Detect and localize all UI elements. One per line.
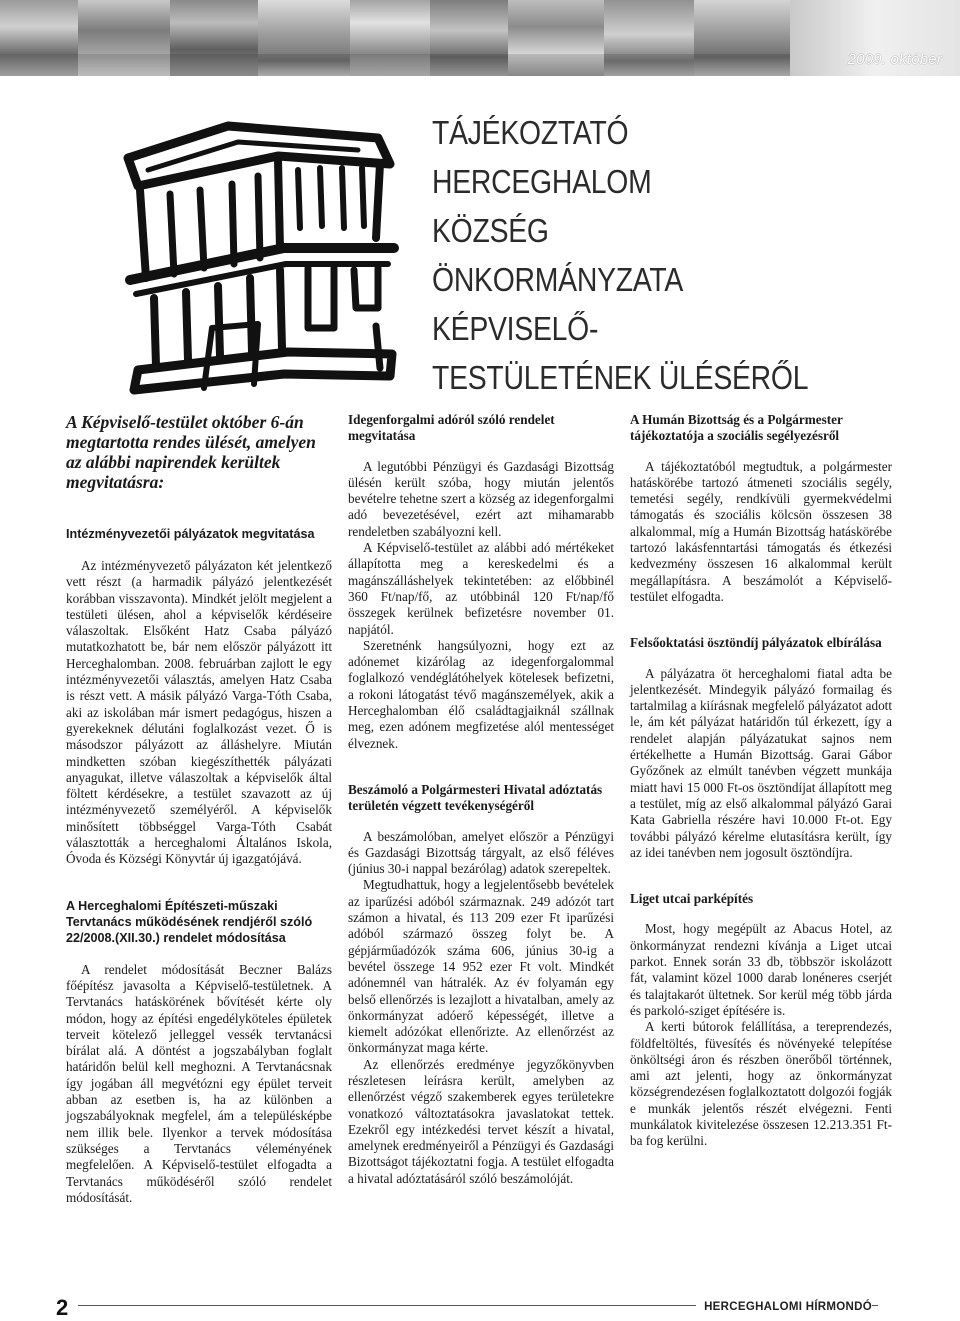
section-heading-tourist-tax: Idegenforgalmi adóról szóló rendelet megvitatása (348, 412, 555, 444)
article-column-3 (630, 412, 892, 1150)
title-line: HERCEGHALOM (432, 163, 652, 200)
section-heading-design-council: A Herceghalomi Építészeti-műszaki Tervtanács működésének rendjéről szóló 22/2008.(XII.30.) rendelet módosítása (66, 898, 313, 945)
section-heading-tax-report: Beszámoló a Polgármesteri Hivatal adóztatás területén végzett tevékenységéről (348, 781, 603, 814)
page-title (432, 108, 932, 402)
park-photo (350, 0, 430, 76)
paragraph: A pályázatra öt herceghalomi fiatal adta be jelentkezését. Mindegyik pályázó formailag és tartalmilag a kiírásnak megfelelő pályázatot adott le, ám két pályázat határidőn túl érkezett, így a rendelet alapján pályázatukat sajnos nem értékelhette a Humán Bizottság. Garai Gábor Győzőnek az elmúlt tanévben végzett munkája miatt havi 15 000 Ft-os ösztöndíjat állapított meg a testület, míg az első alkalommal pályázó Garai Kata Gabriella részére havi 10.000 Ft-ot. Egy további pályázó kérelme elutasításra került, így az idei tanévben nem jogosult ösztöndíjra. (630, 665, 892, 860)
paragraph: A rendelet módosítását Beczner Balázs főépítész javasolta a Képviselő-testületnek. A Tervtanács hatáskörének bővítését kérte oly módon, hogy az építési engedélyköteles épületek terveit kötelező jelleggel vessék tervtanácsi bírálat alá. A döntést a jogszabályban foglalt határidőn belül kell meghozni. A Tervtanácsnak így jogában áll megvétózni egy épület terveit abban az esetben is, ha az különben a jogszabályoknak megfelel, ám a településképbe nem illik bele. Ilyenkor a tervek módosítása szükséges a Tervtanács véleményének megfelelően. A Képviselő-testület elfogadta a Tervtanács működéséről szóló rendelet módosítását. (66, 961, 332, 1205)
town-hall-sketch-icon (108, 98, 408, 398)
paragraph: A beszámolóban, amelyet először a Pénzügyi és Gazdasági Bizottság tárgyalt, az első féléves (június 30-i nappal bezárólag) adatok szerepeltek. (348, 828, 614, 877)
villa-photo (258, 0, 350, 76)
header-photo-strip (0, 0, 960, 76)
title-line: TÁJÉKOZTATÓ (432, 114, 629, 151)
paragraph: A legutóbbi Pénzügyi és Gazdasági Bizottság ülésén került szóba, hogy miután jelentős bevételre tehetne szert a község az idegenforgalmi adó bevezetésével, ezért azt mihamarabb rendeletben szabályozni kell. (348, 458, 614, 539)
title-line: ÖNKORMÁNYZATA (432, 261, 684, 298)
article-column-2 (348, 412, 614, 1187)
section-heading-social-aid: A Humán Bizottság és a Polgármester tájékoztatója a szociális segélyezésről (630, 412, 843, 444)
issue-date: 2009. október (847, 51, 942, 68)
title-line: TESTÜLETÉNEK ÜLÉSÉRŐL (432, 359, 809, 396)
paragraph: A kerti bútorok felállítása, a tereprendezés, földfeltöltés, füvesítés és növényeké telepítése önköltségi áron és részben önerőből történnek, ami azt jelenti, hogy az önkormányzat községrendezésen foglalkoztatott dolgozói fogják e munkák jelentős részét elvégezni. Fenti munkálatok kivitelezése összesen 12.213.351 Ft-ba fog kerülni. (630, 1019, 892, 1149)
paragraph: Megtudhattuk, hogy a legjelentősebb bevételek az iparűzési adóból származnak. 249 adózót tart számon a hivatal, és 113 209 ezer Ft iparűzési adóból származó összeg folyt be. A gépjárműadózók száma 606, június 30-ig a bevétel összege 14 952 ezer Ft volt. Mindkét adónemnél van hátralék. Az év folyamán egy belső ellenőrzés is lezajlott a hivatalban, amely az önkormányzat adóerő képességét, illetve a kiemelt adózókat ellenőrizte. Az ellenőrzést az önkormányzat maga kérte. (348, 877, 614, 1056)
paragraph: A tájékoztatóból megtudtuk, a polgármester hatáskörébe tartozó átmeneti szociális segély, temetési segély, rendkívüli gyermekvédelmi támogatás és szociális kölcsön összesen 38 alkalommal, míg a Humán Bizottság hatáskörébe tartozó lakásfenntartási támogatás és étkezési kedvezmény összesen 16 alkalommal került megállapításra. A beszámolót a Képviselő-testület elfogadta. (630, 458, 892, 604)
title-line: KÉPVISELŐ- (432, 310, 599, 347)
intro-text: A Képviselő-testület október 6-án megtartotta rendes ülését, amelyen az alábbi napirendek kerültek megvitatásra: (66, 412, 316, 492)
street-photo-1 (0, 0, 78, 76)
paragraph: Az intézményvezető pályázaton két jelentkező vett részt (a harmadik pályázó jelentkezését korábban visszavonta). Mindkét jelölt megjelent a testületi ülésen, ahol a képviselők kérdéseire válaszoltak. Elsőként Hatz Csaba pályázó mutatkozhatott be, bár nem először pályázott itt Herceghalomban. 2008. februárban zajlott le egy intézményvezetői választás, amelyen Hatz Csaba is részt vett. A másik pályázó Varga-Tóth Csaba, aki az iskolában már ismert pedagógus, hiszen a gyerekeknek délutáni foglalkozást vezet. Ő is másodszor pályázott az álláshelyre. Miután mindketten szóban kiegészíthették pályázati anyagukat, illetve válaszoltak a képviselők által föltett kérdésekre, a testület szavazott az új intézményvezető személyéről. A képviselők minősített többséggel Varga-Tóth Csabát választották a herceghalomi Általános Iskola, Óvoda és Községi Könyvtár új igazgatójává. (66, 558, 332, 867)
title-line: KÖZSÉG (432, 212, 549, 249)
building-photo (170, 0, 258, 76)
paragraph: A Képviselő-testület az alábbi adó mértékeket állapította meg a kereskedelmi és a magánszálláshelyek tekintetében: az előbbinél 360 Ft/nap/fő, az utóbbinál 120 Ft/nap/fő összegek kerülnek befizetésre november 01. napjától. (348, 540, 614, 637)
paragraph: Az ellenőrzés eredménye jegyzőkönyvben részletesen leírásra került, amelyben az ellenőrzést végző szakemberek egyes területekre vonatkozó változtatásokra javaslatokat tettek. Ezekről egy intézkedési tervet készít a hivatal, amelynek eredményeiről a Pénzügyi és Gazdasági Bizottságot tájékoztatni fogja. A testület elfogadta a hivatal adóztatásáról szóló beszámolóját. (348, 1056, 614, 1186)
page-number: 2 (56, 1295, 69, 1320)
publication-name: HERCEGHALOMI HÍRMONDÓ (696, 1301, 872, 1313)
paragraph: Most, hogy megépült az Abacus Hotel, az önkormányzat rendezni kívánja a Liget utcai parkot. Ennek során 33 db, többször iskolázott fát, valamint közel 1000 darab lonéneres cserjét és talajtakarót ültetnek. Sor kerül még több járda és parkoló-sziget építésére is. (630, 921, 892, 1018)
section-heading-director-applications: Intézményvezetői pályázatok megvitatása (66, 527, 315, 541)
street-photo-2 (604, 0, 694, 76)
road-photo (508, 0, 604, 76)
tree-photo (78, 0, 170, 76)
section-heading-scholarship: Felsőoktatási ösztöndíj pályázatok elbírálása (630, 635, 882, 651)
paragraph: Szeretnénk hangsúlyozni, hogy ezt az adónemet kizárólag az idegenforgalommal foglalkozó vendéglátóhelyek kötelesek befizetni, a rokoni látogatást tévő magánszemélyek, akik a Herceghalomban élő családtagjaiknál szállnak meg, ezen adónem megfizetése alól mentességet élveznek. (348, 637, 614, 751)
avenue-photo (694, 0, 790, 76)
section-heading-park: Liget utcai parképítés (630, 891, 754, 907)
sculpture-photo (430, 0, 508, 76)
article-column-1 (66, 412, 332, 1206)
